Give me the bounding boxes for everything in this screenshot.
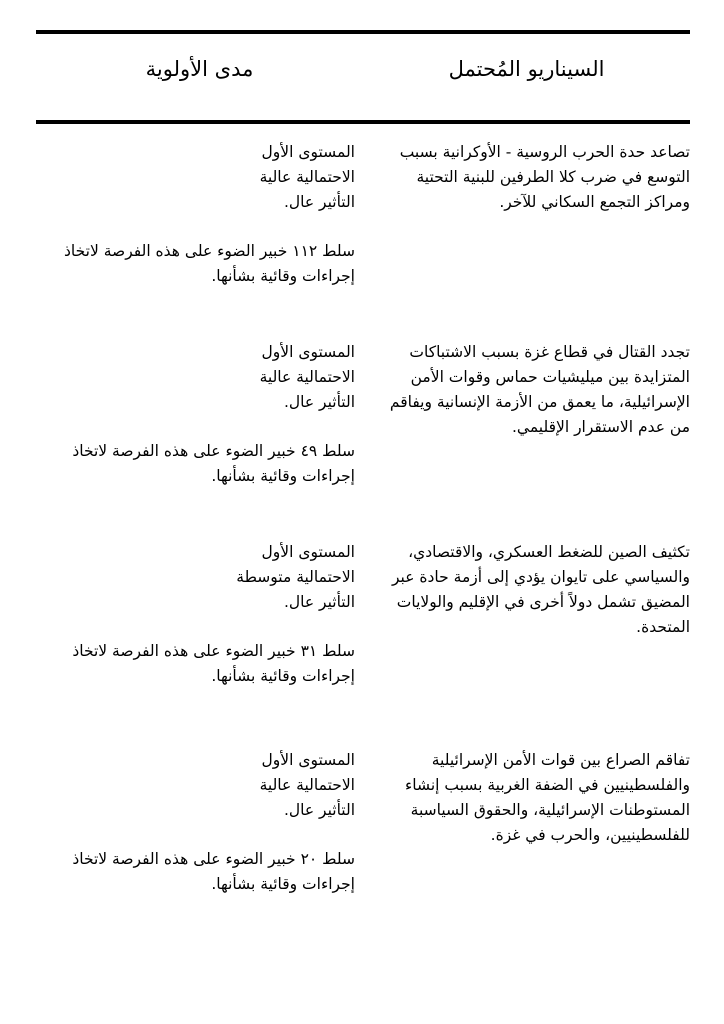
table-row (36, 140, 690, 340)
priority-cell (36, 340, 363, 540)
priority-level-block (36, 540, 355, 615)
scenario-cell (363, 748, 690, 948)
header-rule-bottom (36, 120, 690, 124)
priority-level-block (36, 140, 355, 215)
impact-level: التأثير عال. (283, 593, 355, 612)
column-header-scenario: السيناريو المُحتمل (448, 57, 605, 82)
scenario-cell (363, 340, 690, 540)
priority-level: المستوى الأول (261, 543, 355, 561)
table-row (36, 748, 690, 948)
table-body (36, 140, 690, 948)
probability-level: الاحتمالية عالية (259, 168, 355, 187)
impact-level: التأثير عال. (283, 193, 355, 212)
table-row (36, 340, 690, 540)
probability-level: الاحتمالية متوسطة (236, 568, 355, 587)
priority-cell (36, 140, 363, 340)
experts-note: سلط ٢٠ خبير الضوء على هذه الفرصة لاتخاذ إجراءات وقائية بشأنها. (72, 850, 355, 894)
probability-level: الاحتمالية عالية (259, 368, 355, 387)
scenario-cell (363, 540, 690, 748)
scenario-description: تكثيف الصين للضغط العسكري، والاقتصادي، والسياسي على تايوان يؤدي إلى أزمة حادة عبر المضيق تشمل دولاً أخرى في الإقليم والولايات المتحدة. (392, 543, 690, 637)
column-header-priority: مدى الأولوية (145, 57, 254, 82)
scenario-cell (363, 140, 690, 340)
priority-level-block (36, 748, 355, 823)
scenario-description: تفاقم الصراع بين قوات الأمن الإسرائيلية والفلسطينيين في الضفة الغربية بسبب إنشاء المستوطنات الإسرائيلية، والحقوق السياسبة للفلسطينيين، والحرب في غزة. (405, 751, 690, 845)
priority-level: المستوى الأول (261, 143, 355, 161)
header-rule-top (36, 30, 690, 34)
impact-level: التأثير عال. (283, 393, 355, 412)
table-header-row (36, 42, 690, 114)
priority-level: المستوى الأول (261, 751, 355, 769)
priority-level-block (36, 340, 355, 415)
experts-note: سلط ٣١ خبير الضوء على هذه الفرصة لاتخاذ إجراءات وقائية بشأنها. (72, 642, 355, 686)
probability-level: الاحتمالية عالية (259, 776, 355, 795)
experts-note: سلط ٤٩ خبير الضوء على هذه الفرصة لاتخاذ إجراءات وقائية بشأنها. (72, 442, 355, 486)
scenario-description: تجدد القتال في قطاع غزة بسبب الاشتباكات المتزايدة بين ميليشيات حماس وقوات الأمن الإسرائيلية، ما يعمق من الأزمة الإنسانية ويفاقم من عدم الاستقرار الإقليمي. (389, 343, 690, 437)
priority-level: المستوى الأول (261, 343, 355, 361)
table-row (36, 540, 690, 748)
impact-level: التأثير عال. (283, 801, 355, 820)
priority-cell (36, 748, 363, 948)
scenario-description: تصاعد حدة الحرب الروسية - الأوكرانية بسبب التوسع في ضرب كلا الطرفين للبنية التحتية ومراكز التجمع السكاني للآخر. (399, 143, 690, 212)
experts-note: سلط ١١٢ خبير الضوء على هذه الفرصة لاتخاذ إجراءات وقائية بشأنها. (64, 242, 355, 286)
priority-cell (36, 540, 363, 748)
